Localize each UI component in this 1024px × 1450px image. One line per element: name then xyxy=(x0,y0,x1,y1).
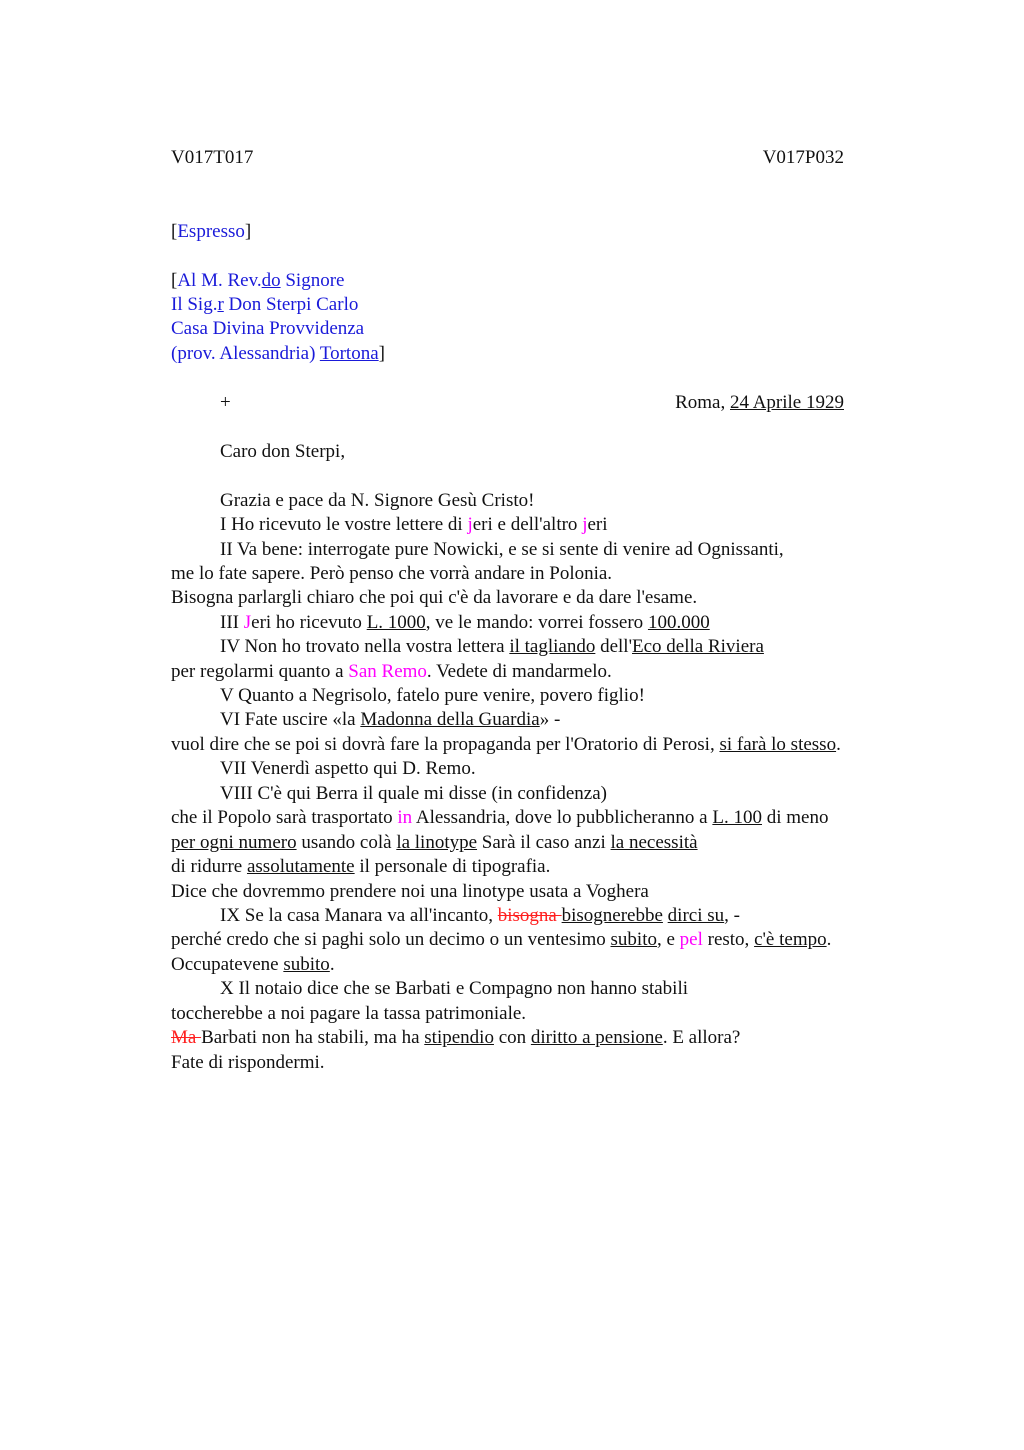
address-line-2 xyxy=(171,293,358,317)
address-text: Don Sterpi Carlo xyxy=(223,294,359,315)
paragraph-6-line-1 xyxy=(220,708,560,732)
underlined-text: la linotype xyxy=(396,832,478,853)
text-run: eri xyxy=(587,514,608,535)
inserted-text: in xyxy=(397,807,413,828)
paragraph-5: V Quanto a Negrisolo, fatelo pure venire, povero figlio! xyxy=(220,685,645,706)
text-run: , - xyxy=(724,905,740,926)
text-run: perché credo che si paghi solo un decimo o un ventesimo xyxy=(171,929,611,950)
text-run: usando colà xyxy=(296,832,397,853)
underlined-text: Eco della Riviera xyxy=(632,636,764,657)
underlined-text: il tagliando xyxy=(509,636,596,657)
espresso-text: Espresso xyxy=(177,221,245,242)
address-line-1: [Al M. Rev.do Signore xyxy=(171,270,345,291)
text-run: VI Fate uscire «la xyxy=(220,709,361,730)
date-line xyxy=(675,391,844,415)
address-line-3: Casa Divina Provvidenza xyxy=(171,318,365,339)
address-abbrev: r xyxy=(217,294,224,315)
address-text: Signore xyxy=(280,270,345,291)
cross-symbol: + xyxy=(220,392,231,413)
inserted-text: J xyxy=(243,612,252,633)
text-run: . E allora? xyxy=(662,1027,741,1048)
paragraph-9-line-1 xyxy=(220,904,740,928)
underlined-text: dirci su xyxy=(667,905,725,926)
paragraph-8-line-5: Dice che dovremmo prendere noi una linotype usata a Voghera xyxy=(171,881,649,902)
underlined-text: si farà lo stesso xyxy=(719,734,837,755)
text-run: eri ho ricevuto xyxy=(251,612,367,633)
text-run: IX Se la casa Manara va all'incanto, xyxy=(220,905,498,926)
paragraph-3 xyxy=(220,611,710,635)
inserted-text: San Remo xyxy=(348,661,427,682)
paragraph-8-line-3 xyxy=(171,831,698,855)
text-run: con xyxy=(493,1027,531,1048)
inserted-text: j xyxy=(582,514,588,535)
text-run: eri e dell'altro xyxy=(472,514,583,535)
text-run: , ve le mando: vorrei fossero xyxy=(425,612,648,633)
text-run: Alessandria, dove lo pubblicheranno a xyxy=(412,807,713,828)
text-run: I Ho ricevuto le vostre lettere di xyxy=(220,514,468,535)
underlined-text: stipendio xyxy=(424,1027,494,1048)
text-run: di meno xyxy=(761,807,829,828)
doc-id: V017T017 xyxy=(171,147,254,168)
underlined-text: c'è tempo xyxy=(754,929,827,950)
text-run: per regolarmi quanto a xyxy=(171,661,349,682)
paragraph-8-line-4 xyxy=(171,855,550,879)
greeting: Grazia e pace da N. Signore Gesù Cristo! xyxy=(220,490,535,511)
paragraph-4-line-2 xyxy=(171,660,612,684)
underlined-text: subito xyxy=(283,954,330,975)
paragraph-9-line-2 xyxy=(171,928,831,952)
text-run: vuol dire che se poi si dovrà fare la propaganda per l'Oratorio di Perosi, xyxy=(171,734,720,755)
text-run: . xyxy=(826,929,832,950)
underlined-text: assolutamente xyxy=(246,856,355,877)
date-value: 24 Aprile 1929 xyxy=(730,392,844,413)
text-run: Occupatevene xyxy=(171,954,284,975)
inserted-text: pel xyxy=(679,929,703,950)
address-line-4: (prov. Alessandria) Tortona] xyxy=(171,343,385,364)
paragraph-9-line-3 xyxy=(171,953,335,977)
underlined-text: per ogni numero xyxy=(171,832,297,853)
text-run: Sarà il caso anzi xyxy=(477,832,611,853)
underlined-text: subito xyxy=(610,929,657,950)
text-run: III xyxy=(220,612,244,633)
paragraph-8-line-2 xyxy=(171,806,828,830)
salutation: Caro don Sterpi, xyxy=(220,441,346,462)
address-abbrev: do xyxy=(261,270,281,291)
page-id: V017P032 xyxy=(762,147,844,168)
deleted-text: Ma xyxy=(171,1027,202,1048)
text-run: dell' xyxy=(595,636,633,657)
paragraph-2-line-2: me lo fate sapere. Però penso che vorrà andare in Polonia. xyxy=(171,563,613,584)
text-run: . xyxy=(836,734,841,755)
address-city: Tortona xyxy=(319,343,379,364)
paragraph-10-line-1: X Il notaio dice che se Barbati e Compagno non hanno stabili xyxy=(220,978,689,999)
underlined-text: L. 100 xyxy=(712,807,762,828)
text-run: . xyxy=(329,954,335,975)
underlined-text: diritto a pensione xyxy=(530,1027,663,1048)
closing-line: Fate di rispondermi. xyxy=(171,1052,325,1073)
paragraph-4-line-1 xyxy=(220,635,764,659)
text-run: » - xyxy=(539,709,561,730)
address-text: Al M. Rev. xyxy=(177,270,262,291)
deleted-text: bisogna xyxy=(497,905,562,926)
espresso-note: [Espresso] xyxy=(171,221,252,242)
paragraph-10-line-3 xyxy=(171,1026,740,1050)
paragraph-1 xyxy=(220,513,608,537)
underlined-text: Madonna della Guardia xyxy=(360,709,540,730)
text-run: IV Non ho trovato nella vostra lettera xyxy=(220,636,510,657)
paragraph-10-line-2: toccherebbe a noi pagare la tassa patrimoniale. xyxy=(171,1003,527,1024)
amount-received: L. 1000 xyxy=(366,612,426,633)
address-text: Il Sig. xyxy=(171,294,218,315)
paragraph-7: VII Venerdì aspetto qui D. Remo. xyxy=(220,758,476,779)
paragraph-2-line-3: Bisogna parlargli chiaro che poi qui c'è da lavorare e da dare l'esame. xyxy=(171,587,698,608)
address-text: (prov. Alessandria) xyxy=(171,343,320,364)
text-run: resto, xyxy=(702,929,755,950)
paragraph-6-line-2 xyxy=(171,733,841,757)
date-place: Roma, xyxy=(675,392,730,413)
text-run: il personale di tipografia. xyxy=(354,856,551,877)
text-run: , e xyxy=(656,929,680,950)
underlined-text: bisognerebbe xyxy=(561,905,663,926)
text-run: che il Popolo sarà trasportato xyxy=(171,807,398,828)
text-run: . Vedete di mandarmelo. xyxy=(426,661,612,682)
inserted-text: j xyxy=(467,514,473,535)
text-run: Barbati non ha stabili, ma ha xyxy=(201,1027,425,1048)
paragraph-2-line-1: II Va bene: interrogate pure Nowicki, e se si sente di venire ad Ognissanti, xyxy=(220,539,784,560)
paragraph-8-line-1: VIII C'è qui Berra il quale mi disse (in confidenza) xyxy=(220,783,607,804)
amount-wished: 100.000 xyxy=(647,612,710,633)
text-run: di ridurre xyxy=(171,856,247,877)
underlined-text: la necessità xyxy=(610,832,698,853)
